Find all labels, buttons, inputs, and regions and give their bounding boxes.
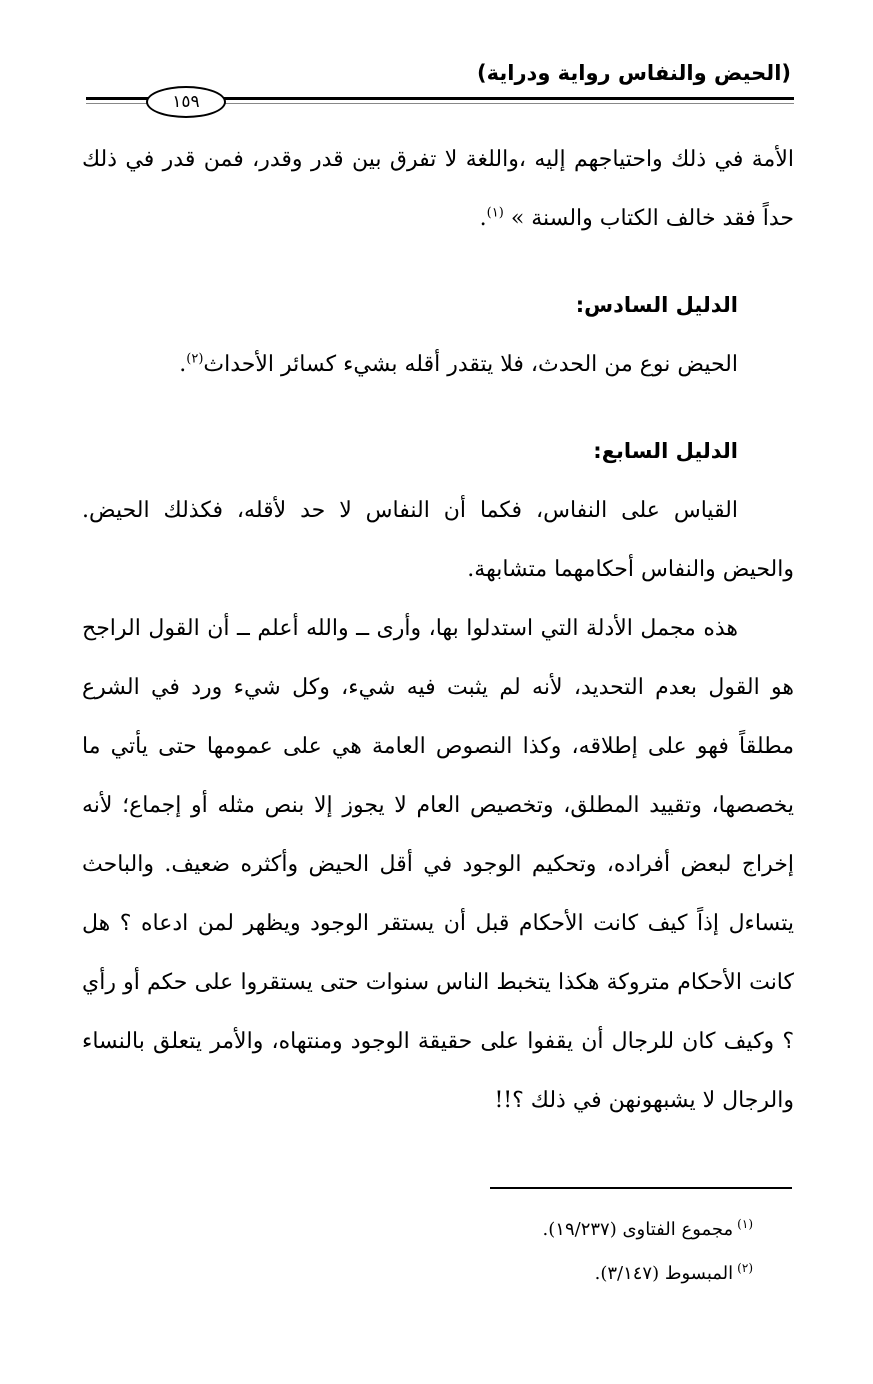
paragraph-sixth: [82, 335, 794, 394]
section-heading-sixth: الدليل السادس:: [575, 293, 738, 317]
section-gap: [82, 248, 794, 276]
footnote-text: مجموع الفتاوى (١٩/٢٣٧).: [542, 1219, 734, 1240]
paragraph-seventh: القياس على النفاس، فكما أن النفاس لا حد لأقله، فكذلك الحيض. والحيض والنفاس أحكامهما متشابهة.: [82, 498, 794, 582]
page-number: ١٥٩: [146, 86, 226, 118]
paragraph-text: الأمة في ذلك واحتياجهم إليه ،واللغة لا تفرق بين قدر وقدر، فمن قدر في ذلك حداً فقد خالف الكتاب والسنة »: [82, 147, 794, 231]
section-gap: [82, 394, 794, 422]
footnote-text: المبسوط (٣/١٤٧).: [594, 1263, 734, 1284]
body-text: [82, 130, 794, 1130]
footnote-number: (٢): [737, 1261, 753, 1275]
footnote-1: [193, 1208, 753, 1252]
paragraph-continuation: [82, 130, 794, 248]
footnote-separator: [490, 1187, 792, 1189]
paragraph-conclusion: هذه مجمل الأدلة التي استدلوا بها، وأرى ــ والله أعلم ــ أن القول الراجح هو القول بعدم التحديد، لأنه لم يثبت فيه شيء، وكل شيء ورد في الشرع مطلقاً فهو على إطلاقه، وكذا النصوص العامة هي على عمومها حتى يأتي ما يخصصها، وتقييد المطلق، وتخصيص العام لا يجوز إلا بنص مثله أو إجماع؛ لأنه إخراج لبعض أفراده، وتحكيم الوجود في أقل الحيض وأكثره ضعيف. والباحث يتساءل إذاً كيف كانت الأحكام قبل أن يستقر الوجود ويظهر لمن ادعاه ؟ هل كانت الأحكام متروكة هكذا يتخبط الناس سنوات حتى يستقروا على حكم أو رأي ؟ وكيف كان للرجال أن يقفوا على حقيقة الوجود ومنتهاه، والأمر يتعلق بالنساء والرجال لا يشبهونهن في ذلك ؟!!: [82, 616, 794, 1113]
paragraph-end: .: [479, 206, 487, 231]
footnote-marker: (٢): [186, 351, 204, 367]
footnote-number: (١): [737, 1217, 753, 1231]
footnotes: [193, 1208, 753, 1296]
paragraph-text: الحيض نوع من الحدث، فلا يتقدر أقله بشيء كسائر الأحداث: [203, 352, 738, 377]
footnote-2: [193, 1252, 753, 1296]
footnote-marker: (١): [486, 205, 504, 221]
section-heading-seventh: الدليل السابع:: [593, 439, 738, 463]
running-title: (الحيض والنفاس رواية ودراية): [477, 61, 791, 85]
paragraph-end: .: [179, 352, 187, 377]
